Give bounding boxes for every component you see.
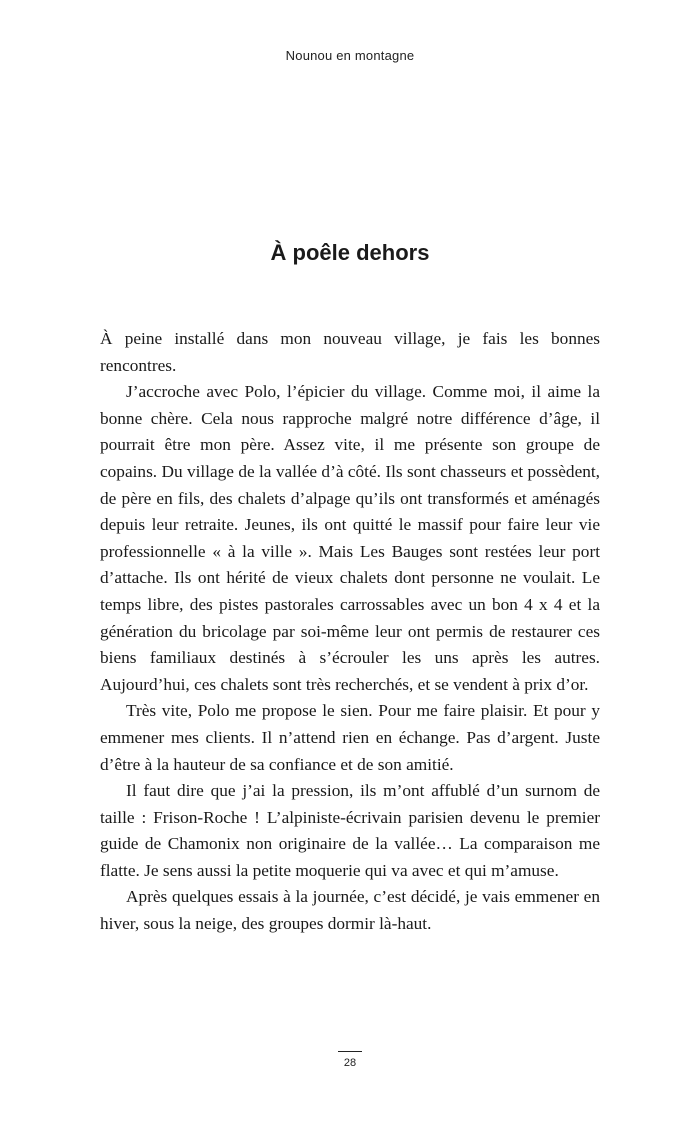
paragraph: À peine installé dans mon nouveau village, je fais les bonnes rencontres. [100,329,600,375]
paragraph: Il faut dire que j’ai la pression, ils m’ont affublé d’un surnom de taille : Frison-Roche ! L’alpiniste-écrivain parisien devenu le premier guide de Chamonix non originaire de la vallée… La comparaison me flatte. Je sens aussi la petite moquerie qui va avec et qui m’amuse. [100,781,600,880]
paragraph: J’accroche avec Polo, l’épicier du village. Comme moi, il aime la bonne chère. Cela nous rapproche malgré notre différence d’âge, il pourrait être mon père. Assez vite, il me présente son groupe de copains. Du village de la vallée d’à côté. Ils sont chasseurs et possèdent, de père en fils, des chalets d’alpage qu’ils ont transformés et aménagés depuis leur retraite. Jeunes, ils ont quitté le massif pour faire leur vie professionnelle « à la ville ». Mais Les Bauges sont restées leur port d’attache. Ils ont hérité de vieux chalets dont personne ne voulait. Le temps libre, des pistes pastorales carrossables avec un bon 4 x 4 et la génération du bricolage par soi-même leur ont permis de restaurer ces biens familiaux destinés à s’écrouler les uns après les autres. Aujourd’hui, ces chalets sont très recherchés, et se vendent à prix d’or. [100,382,600,694]
body-text [100,326,600,938]
page-number: 28 [343,1057,357,1069]
page-number-rule [338,1051,362,1052]
paragraph: Très vite, Polo me propose le sien. Pour me faire plaisir. Et pour y emmener mes clients. Il n’attend rien en échange. Pas d’argent. Juste d’être à la hauteur de sa confiance et de son amitié. [100,701,600,774]
running-head: Nounou en montagne [285,48,415,63]
paragraph: Après quelques essais à la journée, c’est décidé, je vais emmener en hiver, sous la neige, des groupes dormir là-haut. [100,887,600,934]
chapter-title: À poêle dehors [270,240,430,265]
